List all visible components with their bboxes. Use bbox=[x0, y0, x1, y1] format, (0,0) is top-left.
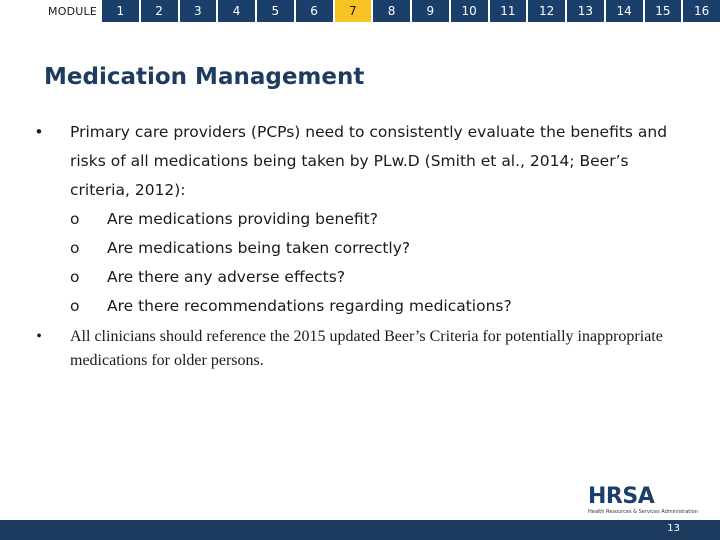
sub-bullet-item bbox=[70, 205, 670, 234]
module-tab-12[interactable]: 12 bbox=[528, 0, 565, 22]
module-tab-3[interactable]: 3 bbox=[180, 0, 217, 22]
module-tab-4[interactable]: 4 bbox=[218, 0, 255, 22]
hrsa-logo-text: HRSA bbox=[588, 484, 655, 509]
footer-bar bbox=[0, 520, 720, 540]
bullet-item bbox=[30, 118, 670, 321]
bullet-dot-icon: • bbox=[36, 328, 42, 345]
module-tab-13[interactable]: 13 bbox=[567, 0, 604, 22]
module-tab-6[interactable]: 6 bbox=[296, 0, 333, 22]
sub-bullet-marker: o bbox=[70, 210, 80, 228]
slide-title: Medication Management bbox=[44, 64, 365, 90]
sub-bullet-item bbox=[70, 234, 670, 263]
module-tab-11[interactable]: 11 bbox=[490, 0, 527, 22]
hrsa-logo bbox=[588, 484, 698, 519]
sub-bullet-item bbox=[70, 292, 670, 321]
sub-bullet-text: Are medications providing benefit? bbox=[107, 210, 378, 228]
module-tabs bbox=[100, 0, 720, 22]
bullet-dot-icon: • bbox=[34, 123, 44, 141]
sub-bullet-list bbox=[70, 205, 670, 321]
module-tab-16[interactable]: 16 bbox=[683, 0, 720, 22]
bullet-item bbox=[30, 325, 670, 373]
sub-bullet-text: Are there recommendations regarding medications? bbox=[107, 297, 512, 315]
module-tab-7[interactable]: 7 bbox=[335, 0, 372, 22]
bullet-text: Primary care providers (PCPs) need to consistently evaluate the benefits and risks of all medications being taken by PLw.D (Smith et al., 2014; Beer’s criteria, 2012): bbox=[70, 123, 668, 199]
sub-bullet-text: Are there any adverse effects? bbox=[107, 268, 346, 286]
sub-bullet-text: Are medications being taken correctly? bbox=[107, 239, 411, 257]
module-tab-1[interactable]: 1 bbox=[102, 0, 139, 22]
sub-bullet-item bbox=[70, 263, 670, 292]
bullet-text: All clinicians should reference the 2015 updated Beer’s Criteria for potentially inappropriate medications for older persons. bbox=[70, 328, 663, 369]
slide-content bbox=[30, 118, 670, 373]
hrsa-logo-subtext: Health Resources & Services Administration bbox=[588, 509, 698, 515]
module-tab-8[interactable]: 8 bbox=[373, 0, 410, 22]
page-number: 13 bbox=[667, 523, 680, 534]
module-tab-14[interactable]: 14 bbox=[606, 0, 643, 22]
module-tab-9[interactable]: 9 bbox=[412, 0, 449, 22]
module-tab-10[interactable]: 10 bbox=[451, 0, 488, 22]
sub-bullet-marker: o bbox=[70, 239, 80, 257]
module-tab-2[interactable]: 2 bbox=[141, 0, 178, 22]
module-label: MODULE bbox=[0, 0, 100, 22]
module-nav bbox=[0, 0, 720, 22]
module-tab-15[interactable]: 15 bbox=[645, 0, 682, 22]
module-tab-5[interactable]: 5 bbox=[257, 0, 294, 22]
sub-bullet-marker: o bbox=[70, 297, 80, 315]
sub-bullet-marker: o bbox=[70, 268, 80, 286]
